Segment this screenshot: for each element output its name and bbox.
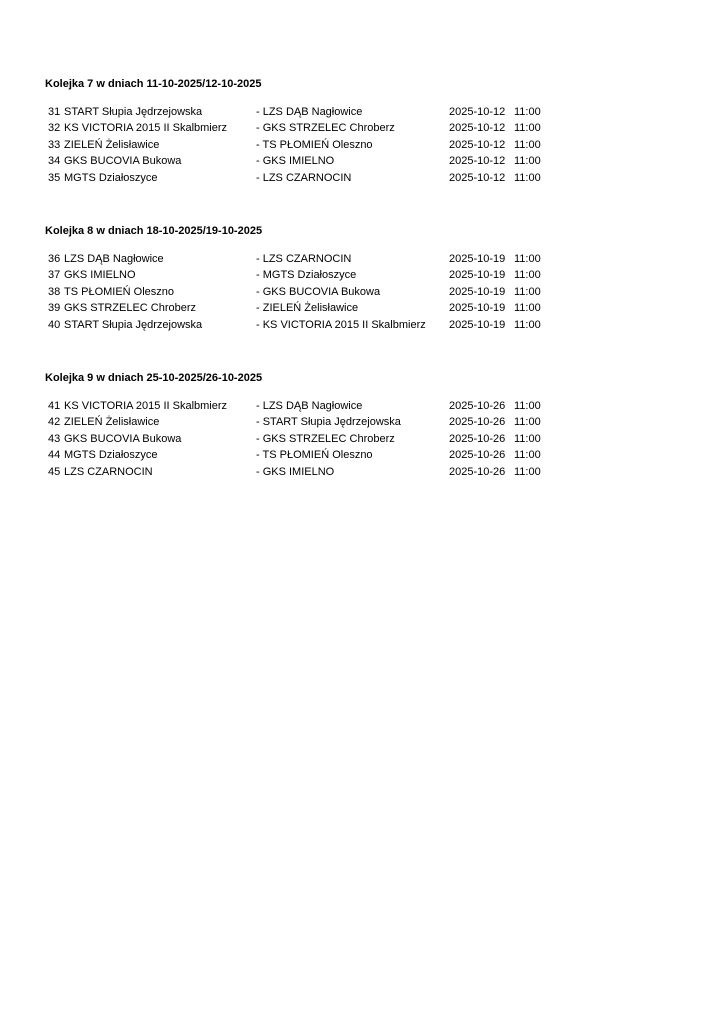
home-team: ZIELEŃ Żelisławice bbox=[64, 416, 160, 429]
match-date: 2025-10-12 bbox=[449, 106, 506, 118]
home-team: LZS DĄB Nagłowice bbox=[64, 253, 164, 265]
match-time: 11:00 bbox=[514, 106, 541, 118]
match-time: 11:00 bbox=[514, 138, 541, 151]
match-time: 11:00 bbox=[514, 171, 541, 184]
home-team: START Słupia Jędrzejowska bbox=[64, 106, 203, 118]
home-team: START Słupia Jędrzejowska bbox=[64, 318, 203, 331]
round-title: Kolejka 9 w dniach 25-10-2025/26-10-2025 bbox=[45, 372, 263, 384]
away-team: - GKS IMIELNO bbox=[256, 155, 335, 168]
match-list bbox=[0, 104, 724, 186]
home-team: LZS CZARNOCIN bbox=[64, 465, 153, 478]
match-number: 40 bbox=[48, 318, 61, 331]
match-row bbox=[0, 170, 724, 186]
match-date: 2025-10-12 bbox=[449, 122, 506, 135]
match-row bbox=[0, 464, 724, 480]
away-team: - GKS STRZELEC Chroberz bbox=[256, 122, 395, 135]
match-date: 2025-10-19 bbox=[449, 318, 506, 331]
match-list bbox=[0, 398, 724, 480]
home-team: MGTS Działoszyce bbox=[64, 171, 158, 184]
home-team: KS VICTORIA 2015 II Skalbmierz bbox=[64, 122, 228, 135]
match-date: 2025-10-26 bbox=[449, 416, 506, 429]
away-team: - START Słupia Jędrzejowska bbox=[256, 416, 401, 429]
match-date: 2025-10-12 bbox=[449, 155, 506, 168]
match-row bbox=[0, 317, 724, 333]
match-number: 31 bbox=[48, 106, 61, 118]
match-row bbox=[0, 414, 724, 430]
match-row bbox=[0, 300, 724, 316]
home-team: ZIELEŃ Żelisławice bbox=[64, 138, 160, 151]
home-team: TS PŁOMIEŃ Oleszno bbox=[64, 285, 175, 298]
away-team: - ZIELEŃ Żelisławice bbox=[256, 302, 359, 315]
match-date: 2025-10-26 bbox=[449, 432, 506, 445]
match-date: 2025-10-12 bbox=[449, 171, 506, 184]
match-date: 2025-10-19 bbox=[449, 253, 506, 265]
home-team: GKS IMIELNO bbox=[64, 269, 136, 282]
match-date: 2025-10-26 bbox=[449, 449, 506, 462]
match-time: 11:00 bbox=[514, 318, 541, 331]
match-number: 44 bbox=[48, 449, 61, 462]
away-team: - KS VICTORIA 2015 II Skalbmierz bbox=[256, 318, 426, 331]
match-number: 41 bbox=[48, 400, 61, 412]
match-row bbox=[0, 431, 724, 447]
match-date: 2025-10-12 bbox=[449, 138, 506, 151]
match-row bbox=[0, 104, 724, 120]
match-number: 32 bbox=[48, 122, 61, 135]
match-row bbox=[0, 284, 724, 300]
match-number: 33 bbox=[48, 138, 61, 151]
match-time: 11:00 bbox=[514, 253, 541, 265]
away-team: - LZS DĄB Nagłowice bbox=[256, 106, 363, 118]
match-row bbox=[0, 398, 724, 414]
match-number: 39 bbox=[48, 302, 61, 315]
home-team: GKS BUCOVIA Bukowa bbox=[64, 432, 182, 445]
match-date: 2025-10-19 bbox=[449, 269, 506, 282]
match-time: 11:00 bbox=[514, 302, 541, 315]
away-team: - GKS STRZELEC Chroberz bbox=[256, 432, 395, 445]
match-row bbox=[0, 267, 724, 283]
match-date: 2025-10-26 bbox=[449, 400, 506, 412]
away-team: - LZS CZARNOCIN bbox=[256, 253, 352, 265]
match-time: 11:00 bbox=[514, 465, 541, 478]
match-row bbox=[0, 447, 724, 463]
match-time: 11:00 bbox=[514, 285, 541, 298]
match-time: 11:00 bbox=[514, 269, 541, 282]
match-time: 11:00 bbox=[514, 416, 541, 429]
away-team: - GKS BUCOVIA Bukowa bbox=[256, 285, 381, 298]
away-team: - MGTS Działoszyce bbox=[256, 269, 357, 282]
match-date: 2025-10-26 bbox=[449, 465, 506, 478]
home-team: GKS BUCOVIA Bukowa bbox=[64, 155, 182, 168]
match-time: 11:00 bbox=[514, 449, 541, 462]
match-number: 42 bbox=[48, 416, 61, 429]
match-number: 35 bbox=[48, 171, 61, 184]
match-row bbox=[0, 137, 724, 153]
match-list bbox=[0, 251, 724, 333]
match-time: 11:00 bbox=[514, 122, 541, 135]
home-team: KS VICTORIA 2015 II Skalbmierz bbox=[64, 400, 228, 412]
match-time: 11:00 bbox=[514, 432, 541, 445]
away-team: - LZS DĄB Nagłowice bbox=[256, 400, 363, 412]
match-row bbox=[0, 153, 724, 169]
match-date: 2025-10-19 bbox=[449, 302, 506, 315]
match-number: 38 bbox=[48, 285, 61, 298]
match-number: 45 bbox=[48, 465, 61, 478]
match-number: 34 bbox=[48, 155, 61, 168]
away-team: - TS PŁOMIEŃ Oleszno bbox=[256, 138, 373, 151]
match-number: 43 bbox=[48, 432, 61, 445]
away-team: - TS PŁOMIEŃ Oleszno bbox=[256, 449, 373, 462]
away-team: - GKS IMIELNO bbox=[256, 465, 335, 478]
match-time: 11:00 bbox=[514, 155, 541, 168]
round-title: Kolejka 8 w dniach 18-10-2025/19-10-2025 bbox=[45, 225, 263, 237]
match-row bbox=[0, 251, 724, 267]
home-team: MGTS Działoszyce bbox=[64, 449, 158, 462]
home-team: GKS STRZELEC Chroberz bbox=[64, 302, 197, 315]
match-date: 2025-10-19 bbox=[449, 285, 506, 298]
match-time: 11:00 bbox=[514, 400, 541, 412]
away-team: - LZS CZARNOCIN bbox=[256, 171, 352, 184]
match-row bbox=[0, 120, 724, 136]
match-number: 37 bbox=[48, 269, 61, 282]
match-number: 36 bbox=[48, 253, 61, 265]
round-title: Kolejka 7 w dniach 11-10-2025/12-10-2025 bbox=[45, 78, 262, 90]
